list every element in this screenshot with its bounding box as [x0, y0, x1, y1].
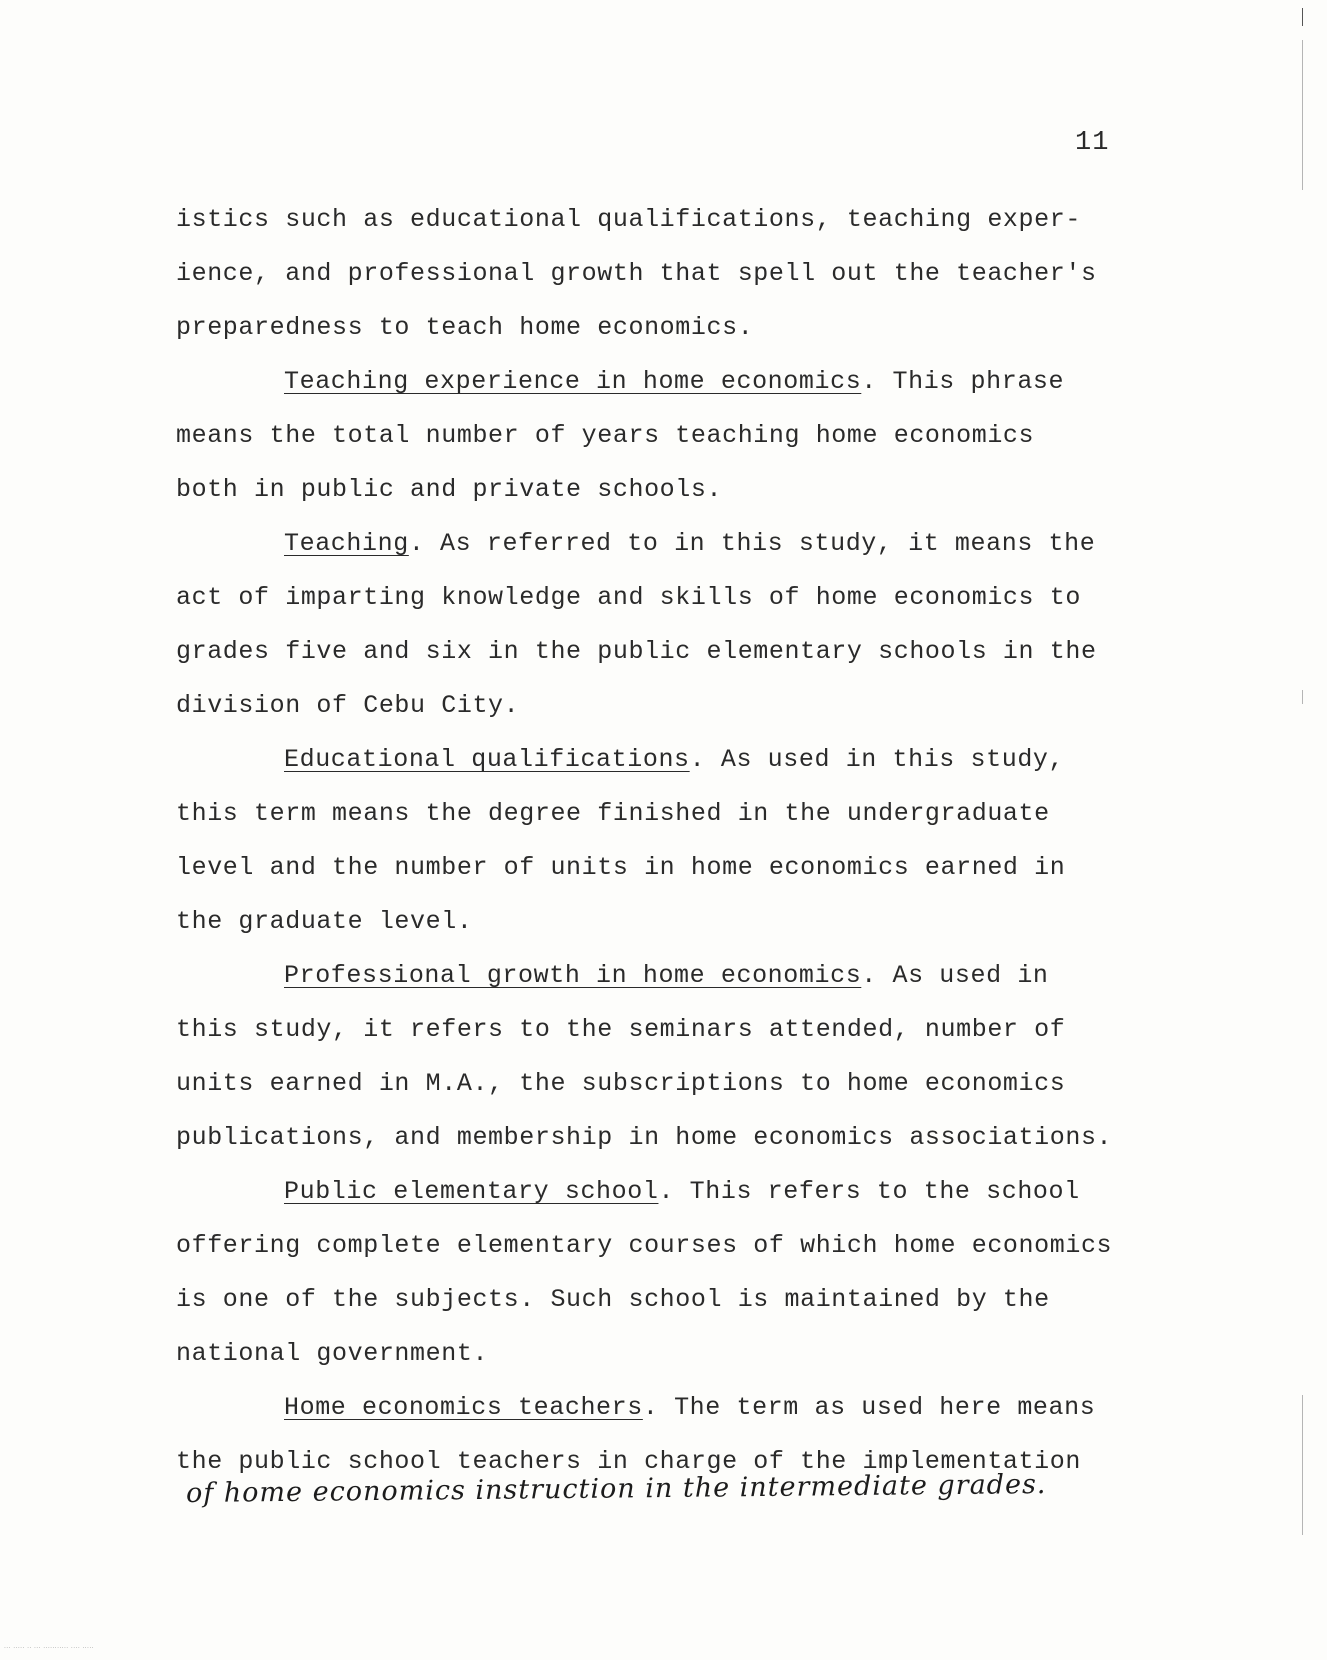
text-line: ience, and professional growth that spell out the teacher's [176, 259, 1097, 288]
scan-mark [1302, 40, 1303, 190]
definition-text: . As referred to in this study, it means the [408, 529, 1096, 558]
scan-footer-noise: ··· ····· ·· ··· ··········· ···· ····· [4, 1645, 94, 1652]
text-line: act of imparting knowledge and skills of home economics to [176, 583, 1081, 612]
defined-term: Educational qualifications [284, 745, 690, 774]
text-line: offering complete elementary courses of which home economics [176, 1231, 1113, 1260]
text-line: preparedness to teach home economics. [176, 313, 754, 342]
definition-line [284, 1177, 1080, 1206]
handwritten-annotation: of home economics instruction in the intermediate grades. [185, 1468, 1047, 1509]
defined-term: Teaching [284, 529, 409, 558]
definition-text: . This phrase [861, 367, 1065, 396]
defined-term: Public elementary school [284, 1177, 659, 1206]
definition-text: . As used in this study, [689, 745, 1065, 774]
text-line: both in public and private schools. [176, 475, 723, 504]
scan-mark [1302, 690, 1303, 704]
text-line: publications, and membership in home economics associations. [176, 1123, 1113, 1152]
text-line: national government. [176, 1339, 489, 1368]
definition-line [284, 529, 1095, 558]
definition-line [284, 1393, 1095, 1422]
definition-text: . This refers to the school [658, 1177, 1080, 1206]
scan-mark [1302, 1395, 1303, 1535]
text-line: units earned in M.A., the subscriptions to home economics [176, 1069, 1066, 1098]
text-line: division of Cebu City. [176, 691, 520, 720]
text-line: this term means the degree finished in the undergraduate [176, 799, 1050, 828]
text-line: istics such as educational qualifications, teaching exper- [176, 205, 1081, 234]
scan-edge-marks [1302, 0, 1306, 1660]
definition-text: . The term as used here means [642, 1393, 1096, 1422]
page-number: 11 [1075, 128, 1110, 158]
text-line: level and the number of units in home economics earned in [176, 853, 1066, 882]
text-line: is one of the subjects. Such school is maintained by the [176, 1285, 1050, 1314]
definition-line [284, 745, 1064, 774]
scan-mark [1302, 8, 1303, 26]
defined-term: Home economics teachers [284, 1393, 643, 1422]
defined-term: Professional growth in home economics [284, 961, 862, 990]
text-line: means the total number of years teaching home economics [176, 421, 1035, 450]
text-line: grades five and six in the public elementary schools in the [176, 637, 1097, 666]
definition-line [284, 367, 1064, 396]
text-line: the public school teachers in charge of the implementation [176, 1447, 1081, 1476]
defined-term: Teaching experience in home economics [284, 367, 862, 396]
definition-line [284, 961, 1049, 990]
text-line: this study, it refers to the seminars attended, number of [176, 1015, 1066, 1044]
definition-text: . As used in [861, 961, 1049, 990]
text-line: the graduate level. [176, 907, 473, 936]
